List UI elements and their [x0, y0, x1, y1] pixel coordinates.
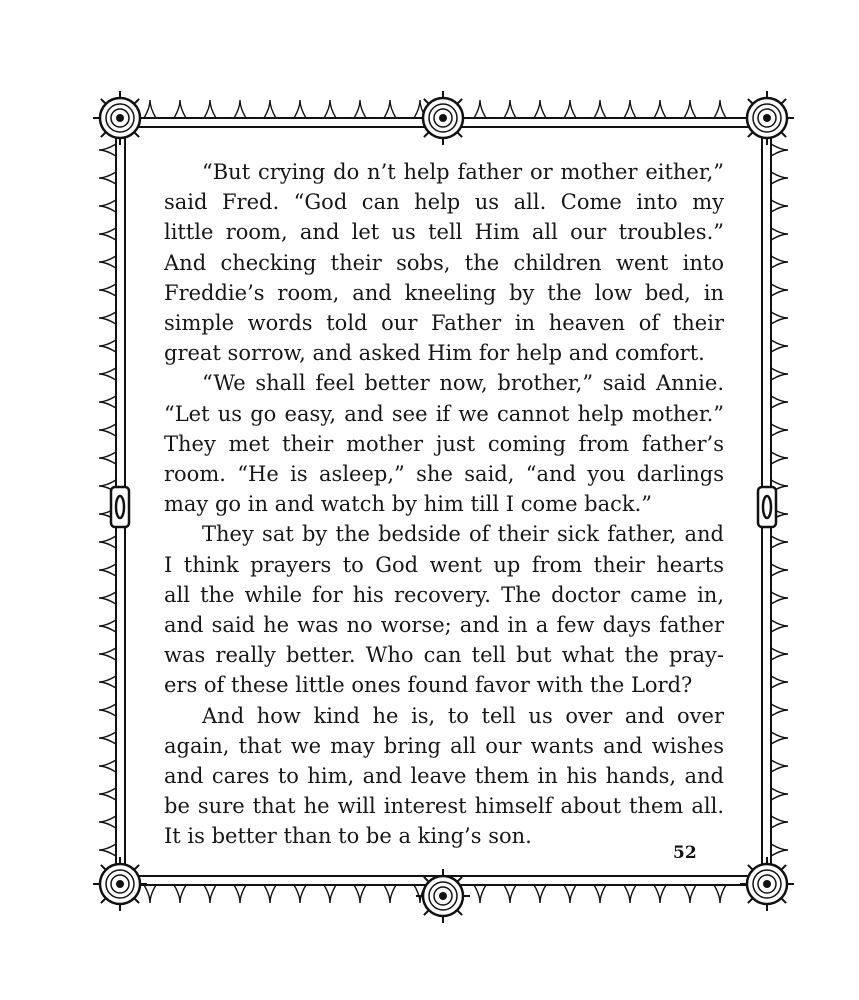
thorn-ornament	[771, 144, 788, 156]
thorn-ornament	[99, 704, 116, 716]
text-line: “But crying do n’t help father or mother either,”	[202, 160, 724, 184]
thorn-ornament	[99, 536, 116, 548]
rosette-icon	[416, 91, 470, 145]
thorn-ornament	[99, 732, 116, 744]
text-line: all the while for his recovery. The doctor came in,	[164, 582, 724, 607]
thorn-ornament	[204, 885, 216, 903]
text-line: may go in and watch by him till I come back.”	[164, 492, 653, 517]
thorn-ornament	[99, 228, 116, 240]
thorn-ornament	[324, 885, 336, 903]
text-line: They sat by the bedside of their sick father, and	[202, 522, 724, 547]
thorn-ornament	[771, 452, 788, 464]
thorn-ornament	[771, 172, 788, 184]
thorn-ornament	[99, 788, 116, 800]
text-line: be sure that he will interest himself about them all.	[164, 794, 724, 819]
text-line: was really better. Who can tell but what the pray-	[164, 643, 724, 668]
thorn-ornament	[99, 256, 116, 268]
thorn-ornament	[771, 564, 788, 576]
thorn-ornament	[771, 536, 788, 548]
thorn-ornament	[771, 228, 788, 240]
thorn-ornament	[99, 760, 116, 772]
thorn-ornament	[504, 885, 516, 903]
thorn-ornament	[594, 885, 606, 903]
thorn-ornament	[99, 340, 116, 352]
text-line: And how kind he is, to tell us over and over	[202, 703, 724, 728]
text-line: I think prayers to God went up from their hearts	[164, 552, 724, 577]
thorn-ornament	[771, 592, 788, 604]
thorn-ornament	[99, 620, 116, 632]
thorn-ornament	[504, 100, 516, 118]
thorn-ornament	[354, 100, 366, 118]
thorn-ornament	[564, 885, 576, 903]
text-line: simple words told our Father in heaven of their	[164, 311, 724, 336]
thorn-ornament	[684, 100, 696, 118]
thorn-ornament	[144, 100, 156, 118]
thorn-ornament	[771, 424, 788, 436]
thorn-ornament	[714, 885, 726, 903]
text-line: “We shall feel better now, brother,” said Annie.	[202, 371, 724, 396]
thorn-ornament	[204, 100, 216, 118]
thorn-ornament	[771, 844, 788, 856]
thorn-ornament	[624, 100, 636, 118]
thorn-ornament	[384, 885, 396, 903]
thorn-ornament	[99, 676, 116, 688]
text-line: said Fred. “God can help us all. Come into my	[164, 190, 724, 215]
page-number: 52	[673, 843, 697, 863]
rosette-icon	[740, 857, 794, 911]
thorn-ornament	[771, 788, 788, 800]
thorn-ornament	[99, 816, 116, 828]
thorn-ornament	[771, 816, 788, 828]
rosette-icon	[93, 857, 147, 911]
thorn-ornament	[771, 312, 788, 324]
thorn-ornament	[684, 885, 696, 903]
thorn-ornament	[771, 760, 788, 772]
text-line: little room, and let us tell Him all our troubles.”	[164, 220, 724, 245]
thorn-ornament	[99, 396, 116, 408]
thorn-ornament	[594, 100, 606, 118]
thorn-ornament	[771, 648, 788, 660]
thorn-ornament	[771, 256, 788, 268]
thorn-ornament	[99, 844, 116, 856]
clasp-icon	[758, 487, 776, 527]
text-line: and said he was no worse; and in a few days father	[164, 613, 724, 638]
thorn-ornament	[144, 885, 156, 903]
thorn-ornament	[174, 100, 186, 118]
thorn-ornament	[534, 100, 546, 118]
thorn-ornament	[99, 312, 116, 324]
thorn-ornament	[771, 284, 788, 296]
thorn-ornament	[99, 648, 116, 660]
thorn-ornament	[99, 592, 116, 604]
thorn-ornament	[99, 284, 116, 296]
thorn-ornament	[771, 368, 788, 380]
thorn-ornament	[294, 885, 306, 903]
thorn-ornament	[654, 100, 666, 118]
thorn-ornament	[99, 172, 116, 184]
thorn-ornament	[474, 100, 486, 118]
thorn-ornament	[384, 100, 396, 118]
thorn-ornament	[264, 100, 276, 118]
thorn-ornament	[264, 885, 276, 903]
text-line: great sorrow, and asked Him for help and comfort.	[164, 341, 705, 366]
thorn-ornament	[771, 620, 788, 632]
text-line: again, that we may bring all our wants and wishes	[164, 733, 724, 758]
thorn-ornament	[234, 885, 246, 903]
thorn-ornament	[234, 100, 246, 118]
thorn-ornament	[99, 564, 116, 576]
rosette-icon	[416, 869, 470, 923]
rosette-icon	[740, 91, 794, 145]
text-line: Freddie’s room, and kneeling by the low bed, in	[164, 280, 724, 305]
thorn-ornament	[324, 100, 336, 118]
thorn-ornament	[624, 885, 636, 903]
text-line: ers of these little ones found favor with the Lord?	[164, 673, 693, 698]
text-line: “Let us go easy, and see if we cannot help mother.”	[164, 401, 724, 426]
thorn-ornament	[771, 732, 788, 744]
thorn-ornament	[771, 676, 788, 688]
thorn-ornament	[294, 100, 306, 118]
clasp-icon	[111, 487, 129, 527]
rosette-icon	[93, 91, 147, 145]
thorn-ornament	[564, 100, 576, 118]
thorn-ornament	[474, 885, 486, 903]
thorn-ornament	[714, 100, 726, 118]
thorn-ornament	[654, 885, 666, 903]
thorn-ornament	[99, 452, 116, 464]
text-line: and cares to him, and leave them in his hands, and	[164, 764, 724, 789]
thorn-ornament	[771, 340, 788, 352]
text-line: They met their mother just coming from father’s	[164, 431, 724, 456]
thorn-ornament	[99, 144, 116, 156]
thorn-ornament	[174, 885, 186, 903]
thorn-ornament	[99, 424, 116, 436]
thorn-ornament	[534, 885, 546, 903]
thorn-ornament	[771, 704, 788, 716]
thorn-ornament	[354, 885, 366, 903]
page-text	[164, 157, 724, 852]
text-line: room. “He is asleep,” she said, “and you darlings	[164, 462, 724, 487]
thorn-ornament	[99, 368, 116, 380]
thorn-ornament	[771, 396, 788, 408]
thorn-ornament	[771, 200, 788, 212]
text-line: And checking their sobs, the children went into	[164, 250, 724, 275]
text-line: It is better than to be a king’s son.	[164, 824, 532, 849]
thorn-ornament	[99, 200, 116, 212]
